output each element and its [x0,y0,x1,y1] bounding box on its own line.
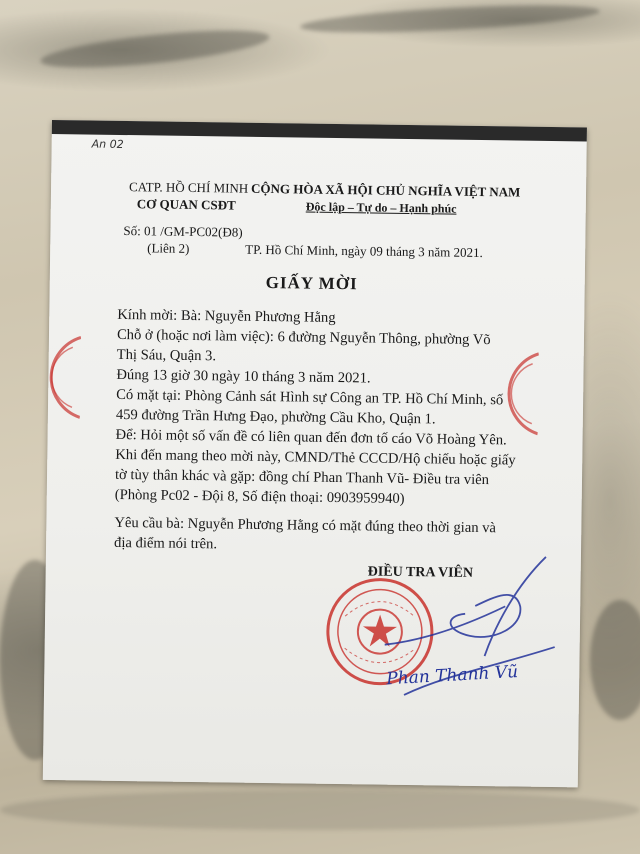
marble-vein [0,790,640,830]
body-line: Khi đến mang theo mời này, CMND/Thẻ CCCD/Hộ chiếu hoặc giấy [115,446,516,469]
body-line: (Phòng Pc02 - Đội 8, Số điện thoại: 0903959940) [114,486,405,507]
body-line: tờ tùy thân khác và gặp: đồng chí Phan Thanh Vũ- Điều tra viên [114,466,490,489]
copy-label: (Liên 2) [147,240,190,256]
national-title: CỘNG HÒA XÃ HỘI CHỦ NGHĨA VIỆT NAM [250,180,521,200]
handwritten-note: An 02 [91,137,124,152]
body-line: Yêu cầu bà: Nguyễn Phương Hằng có mặt đúng theo thời gian và [114,514,497,537]
signer-name: Phan Thanh Vũ [385,661,519,690]
body-line: Chỗ ở (hoặc nơi làm việc): 6 đường Nguyễn Thông, phường Võ [116,326,491,349]
signer-title: ĐIỀU TRA VIÊN [367,564,474,581]
margin-seal-left-icon [40,332,81,423]
national-motto: Độc lập – Tự do – Hạnh phúc [305,199,457,216]
document-content [43,120,587,787]
body-line: địa điểm nói trên. [113,534,218,553]
agency-line-2: CƠ QUAN CSĐT [136,196,236,213]
signature-icon [344,544,566,717]
place-date: TP. Hồ Chí Minh, ngày 09 tháng 3 năm 2021. [245,241,483,261]
marble-vein [300,0,601,38]
marble-vein [590,600,640,720]
body-line: Có mặt tại: Phòng Cảnh sát Hình sự Công an TP. Hồ Chí Minh, số [116,386,504,409]
document-title: GIẤY MỜI [265,273,358,294]
document-number: Số: 01 /GM-PC02(Đ8) [123,223,243,240]
body-line: Kính mời: Bà: Nguyễn Phương Hằng [117,306,336,326]
agency-line-1: CATP. HỒ CHÍ MINH [128,179,249,196]
invitation-paper [43,120,587,787]
body-line: Thị Sáu, Quận 3. [116,346,217,365]
marble-vein [39,23,271,75]
body-line: Đúng 13 giờ 30 ngày 10 tháng 3 năm 2021. [116,366,371,387]
body-line: Để: Hỏi một số vấn đề có liên quan đến đơn tố cáo Võ Hoàng Yên. [115,426,507,449]
margin-seal-right-icon [498,348,539,439]
body-line: 459 đường Trần Hưng Đạo, phường Cầu Kho, Quận 1. [115,406,436,428]
